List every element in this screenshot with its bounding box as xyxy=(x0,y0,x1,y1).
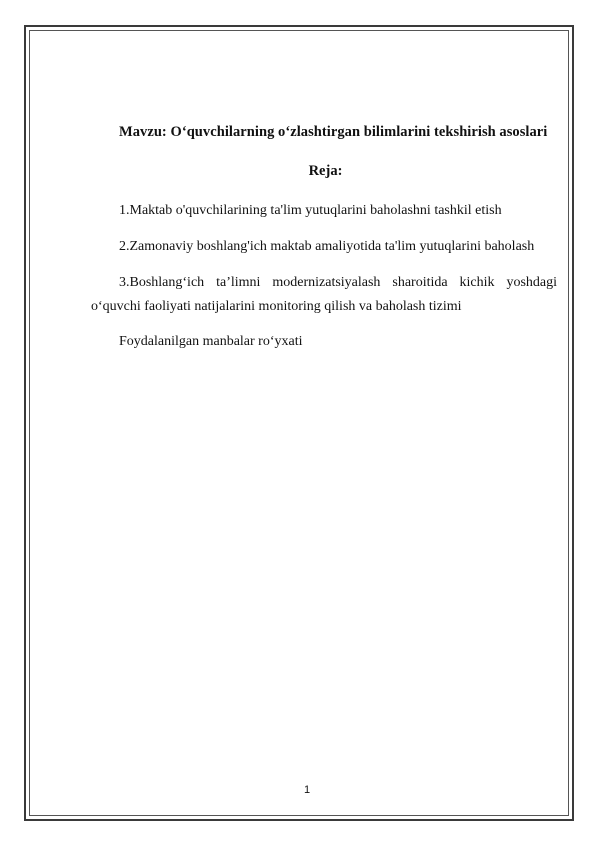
plan-item-3-line-2: o‘quvchi faoliyati natijalarini monitoring qilish va baholash tizimi xyxy=(91,299,462,314)
plan-item-references: Foydalanilgan manbalar ro‘yxati xyxy=(119,334,303,349)
plan-item-1: 1.Maktab o'quvchilarining ta'lim yutuqlarini baholashni tashkil etish xyxy=(119,203,502,218)
page-border-inner xyxy=(29,30,569,816)
plan-heading: Reja: xyxy=(308,163,343,179)
plan-heading-row xyxy=(0,163,596,180)
page-number: 1 xyxy=(303,784,311,796)
document-title: Mavzu: O‘quvchilarning o‘zlashtirgan bilimlarini tekshirish asoslari xyxy=(119,124,548,140)
plan-item-3-line-1: 3.Boshlang‘ich ta’limni modernizatsiyalash sharoitida kichik yoshdagi xyxy=(119,275,557,290)
plan-item-2: 2.Zamonaviy boshlang'ich maktab amaliyotida ta'lim yutuqlarini baholash xyxy=(119,239,535,254)
